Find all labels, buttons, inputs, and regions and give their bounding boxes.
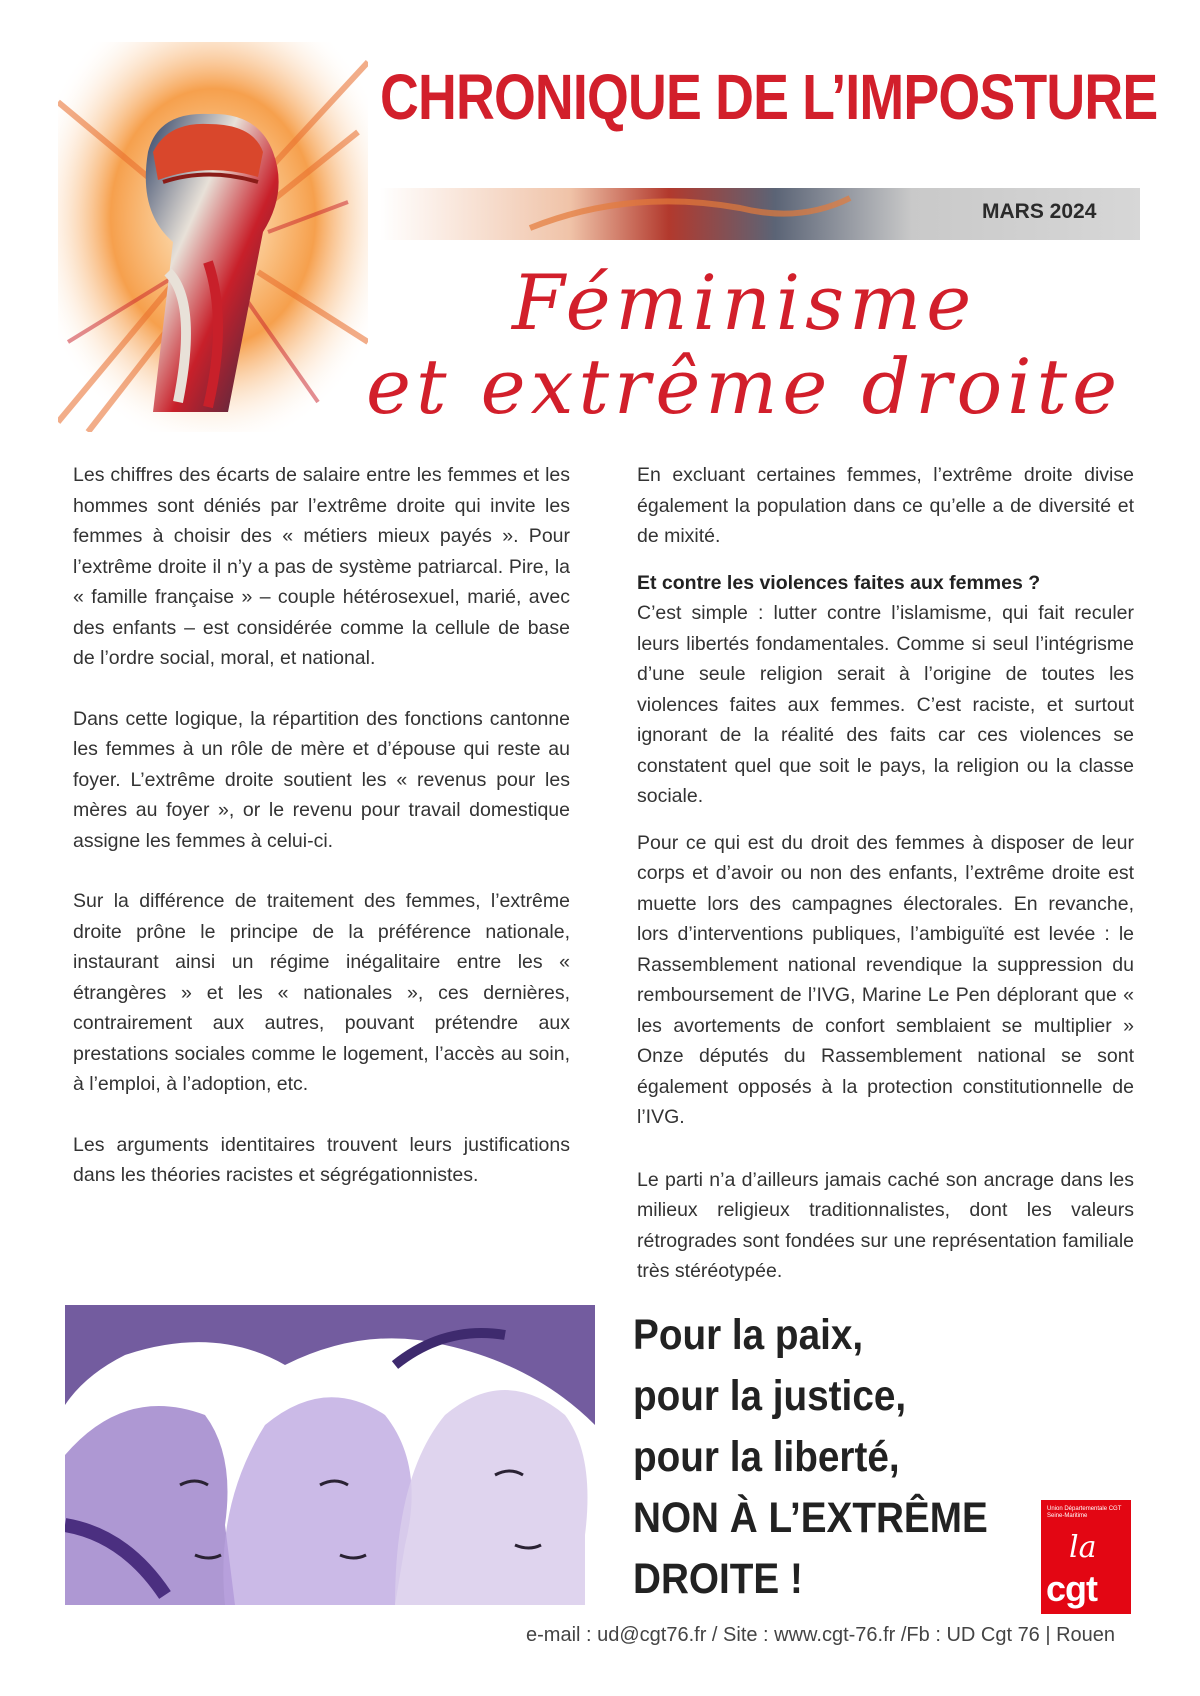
slogan-line: Pour la paix, bbox=[633, 1311, 864, 1359]
slogan-line: pour la liberté, bbox=[633, 1433, 900, 1481]
paragraph: Pour ce qui est du droit des femmes à disposer de leur corps et d’avoir ou non des enfants, l’extrême droite est muette lors des campagnes électorales. En revanche, lors d’interventions publiques, l’ambiguïté est levée : le Rassemblement national revendique la suppression du remboursement de l’IVG, Marine Le Pen déplorant que « les avortements de confort semblaient se multiplier » Onze députés du Rassemblement national se sont également opposés à la protection constitutionnelle de l’IVG. bbox=[637, 831, 1134, 1128]
headline-line-1: Féminisme bbox=[512, 258, 977, 347]
lead-question: Et contre les violences faites aux femmes ? bbox=[637, 571, 1041, 594]
slogan-line: NON À L’EXTRÊME bbox=[633, 1494, 988, 1542]
paragraph-with-lead bbox=[637, 568, 1134, 812]
paragraph: Les arguments identitaires trouvent leurs justifications dans les théories racistes et ségrégationnistes. bbox=[73, 1133, 570, 1186]
paragraph-body: C’est simple : lutter contre l’islamisme, qui fait reculer leurs libertés fondamentales. Comme si seul l’intégrisme d’une seule religion serait à l’origine de toutes les violences faites aux femmes. C’est raciste, et surtout ignorant de la réalité des faits car ces violences se constatent quel que soit le pays, la religion ou la classe sociale. bbox=[637, 602, 1134, 807]
slogan-line: pour la justice, bbox=[633, 1372, 907, 1420]
left-column bbox=[73, 460, 570, 1221]
logo-small-text: Union Départementale CGT bbox=[1047, 1506, 1122, 1512]
raised-fist-illustration bbox=[58, 42, 368, 432]
logo-cgt: cgt bbox=[1046, 1568, 1097, 1609]
cgt-logo bbox=[1041, 1500, 1131, 1614]
slogan-line: DROITE ! bbox=[633, 1555, 803, 1603]
paragraph: Les chiffres des écarts de salaire entre les femmes et les hommes sont déniés par l’extrême droite qui invite les femmes à choisir des « métiers mieux payés ». Pour l’extrême droite il n’y a pas de système patriarcal. Pire, la « famille française » – couple hétérosexuel, marié, avec des enfants – est considérée comme la cellule de base de l’ordre social, moral, et national. bbox=[73, 464, 570, 669]
paragraph: Dans cette logique, la répartition des fonctions cantonne les femmes à un rôle de mère et d’épouse qui reste au foyer. L’extrême droite soutient les « revenus pour les mères au foyer », or le revenu pour travail domestique assigne les femmes à celui-ci. bbox=[73, 707, 570, 852]
women-faces-illustration bbox=[65, 1305, 595, 1605]
contact-footer: e-mail : ud@cgt76.fr / Site : www.cgt-76.fr /Fb : UD Cgt 76 | Rouen bbox=[526, 1624, 1116, 1646]
issue-date: MARS 2024 bbox=[982, 200, 1097, 223]
series-title: CHRONIQUE DE L’IMPOSTURE bbox=[380, 61, 1158, 133]
paragraph: Le parti n’a d’ailleurs jamais caché son ancrage dans les milieux religieux traditionnalistes, dont les valeurs rétrogrades sont fondées sur une représentation familiale très stéréotypée. bbox=[637, 1168, 1134, 1282]
slogan bbox=[633, 1305, 1011, 1610]
paragraph: En excluant certaines femmes, l’extrême droite divise également la population dans ce qu’elle a de diversité et de mixité. bbox=[637, 464, 1134, 547]
logo-la: la bbox=[1069, 1530, 1097, 1565]
paragraph: Sur la différence de traitement des femmes, l’extrême droite prône le principe de la préférence nationale, instaurant ainsi un régime inégalitaire entre les « étrangères » et les « nationales », ces dernières, contrairement aux autres, pouvant prétendre aux prestations sociales comme le logement, l’accès au soin, à l’emploi, à l’adoption, etc. bbox=[73, 890, 570, 1095]
logo-small-text: Seine-Maritime bbox=[1047, 1513, 1088, 1519]
headline-line-2: et extrême droite bbox=[366, 342, 1123, 431]
right-column bbox=[637, 460, 1134, 1303]
